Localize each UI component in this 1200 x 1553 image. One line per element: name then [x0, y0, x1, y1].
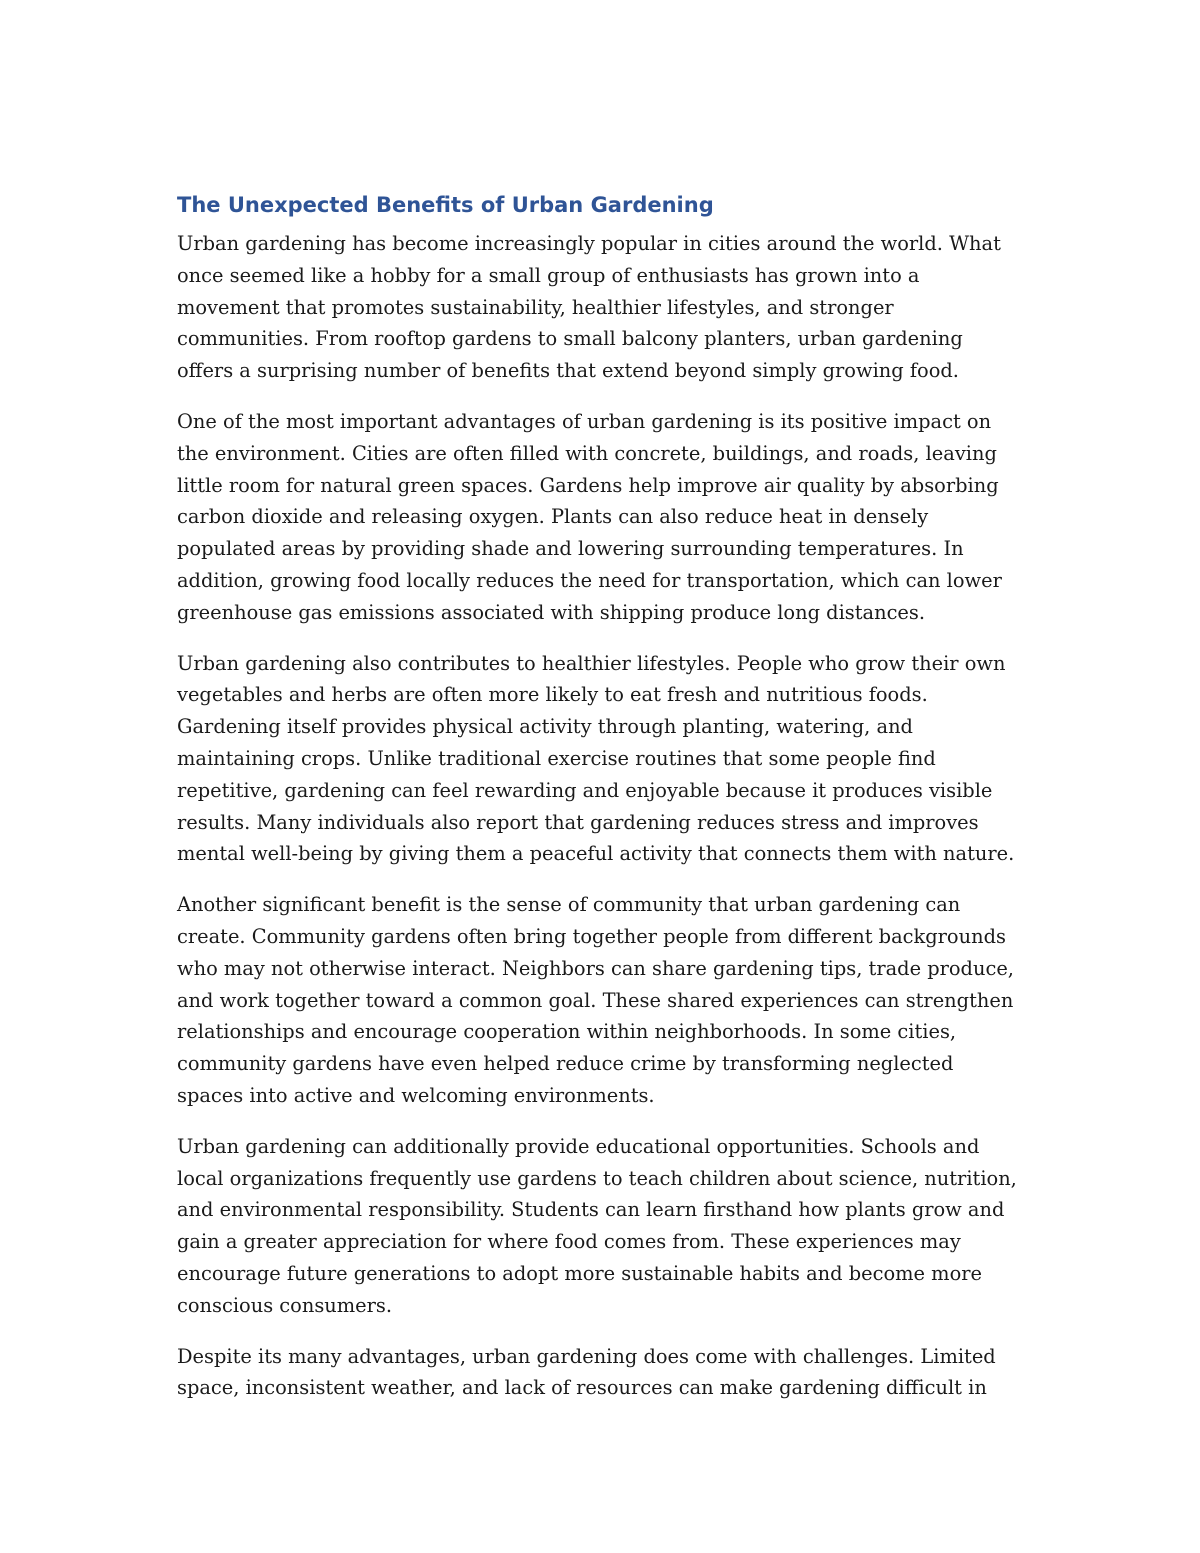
paragraph: One of the most important advantages of urban gardening is its positive impact on the environment. Cities are often filled with concrete, buildings, and roads, leaving little room for natural green spaces. Gardens help improve air quality by absorbing carbon dioxide and releasing oxygen. Plants can also reduce heat in densely populated areas by providing shade and lowering surrounding temperatures. In addition, growing food locally reduces the need for transportation, which can lower greenhouse gas emissions associated with shipping produce long distances.: [177, 409, 1002, 624]
paragraph: Urban gardening has become increasingly popular in cities around the world. What once seemed like a hobby for a small group of enthusiasts has grown into a movement that promotes sustainability, healthier lifestyles, and stronger communities. From rooftop gardens to small balcony planters, urban gardening offers a surprising number of benefits that extend beyond simply growing food.: [177, 232, 1001, 383]
paragraph: Despite its many advantages, urban gardening does come with challenges. Limited space, inconsistent weather, and lack of resources can make gardening difficult in: [177, 1344, 996, 1400]
document-title: The Unexpected Benefits of Urban Gardening: [177, 193, 714, 217]
paragraph: Another significant benefit is the sense of community that urban gardening can create. Community gardens often bring together people from different backgrounds who may not otherwise interact. Neighbors can share gardening tips, trade produce, and work together toward a common goal. These shared experiences can strengthen relationships and encourage cooperation within neighborhoods. In some cities, community gardens have even helped reduce crime by transforming neglected spaces into active and welcoming environments.: [177, 893, 1014, 1107]
document-body: [177, 188, 1027, 1404]
paragraph: Urban gardening also contributes to healthier lifestyles. People who grow their own vegetables and herbs are often more likely to eat fresh and nutritious foods. Gardening itself provides physical activity through planting, watering, and maintaining crops. Unlike traditional exercise routines that some people find repetitive, gardening can feel rewarding and enjoyable because it produces visible results. Many individuals also report that gardening reduces stress and improves mental well-being by giving them a peaceful activity that connects them with nature.: [177, 651, 1015, 866]
paragraph: Urban gardening can additionally provide educational opportunities. Schools and local organizations frequently use gardens to teach children about science, nutrition, and environmental responsibility. Students can learn firsthand how plants grow and gain a greater appreciation for where food comes from. These experiences may encourage future generations to adopt more sustainable habits and become more conscious consumers.: [177, 1134, 1017, 1317]
